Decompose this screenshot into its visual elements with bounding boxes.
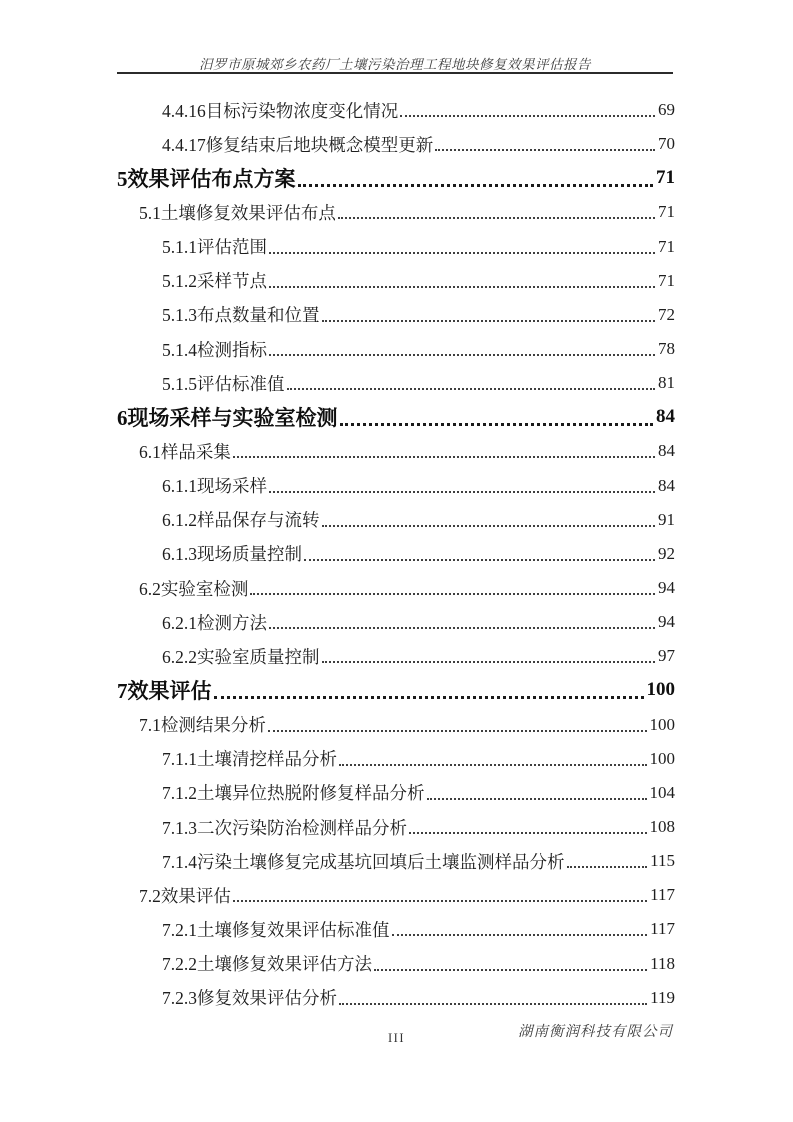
toc-entry-label: 6现场采样与实验室检测 [117,406,338,431]
toc-entry-page-number: 84 [656,406,675,428]
toc-entry [117,332,675,366]
toc-entry-page-number: 97 [658,646,675,666]
toc-entry-label: 7.2.3修复效果评估分析 [162,988,337,1009]
toc-entry [117,776,675,810]
toc-entry-page-number: 71 [656,167,675,189]
dot-leader [233,900,647,902]
toc-entry [117,230,675,264]
toc-entry-label: 5.1.1评估范围 [162,237,267,258]
toc-entry-label: 4.4.16目标污染物浓度变化情况 [162,100,399,121]
toc-entry [117,434,675,468]
dot-leader [268,730,647,732]
dot-leader [340,423,654,426]
toc-entry-label: 6.1.1现场采样 [162,476,267,497]
toc-entry [117,571,675,605]
toc-entry-label: 7.2.2土壤修复效果评估方法 [162,954,372,975]
toc-entry [117,810,675,844]
dot-leader [435,149,655,151]
toc-entry [117,503,675,537]
toc-entry-label: 6.1.2样品保存与流转 [162,510,320,531]
toc-entry-label: 5.1土壤修复效果评估布点 [139,202,336,223]
footer-page-number: III [388,1031,405,1045]
toc-entry-page-number: 69 [658,100,675,120]
toc-entry [117,537,675,571]
toc-entry-page-number: 94 [658,612,675,632]
toc-entry-page-number: 117 [650,919,675,939]
dot-leader [339,1003,647,1005]
toc-entry-page-number: 119 [650,987,675,1007]
toc-entry-page-number: 84 [658,441,675,461]
dot-leader [409,832,647,834]
dot-leader [374,969,647,971]
dot-leader [214,696,644,699]
toc-entry [117,639,675,673]
toc-entry-page-number: 71 [658,270,675,290]
toc-entry-page-number: 100 [649,714,675,734]
dot-leader [322,525,656,527]
toc-entry-page-number: 92 [658,543,675,563]
header-rule [117,72,673,74]
toc-entry-label: 7.2.1土壤修复效果评估标准值 [162,919,390,940]
toc-entry-page-number: 71 [658,202,675,222]
toc-entry [117,93,675,127]
toc-entry-page-number: 72 [658,304,675,324]
toc-entry [117,844,675,878]
dot-leader [250,593,655,595]
toc-entry [117,673,675,707]
dot-leader [338,217,655,219]
toc-entry-label: 7.1.4污染土壤修复完成基坑回填后土壤监测样品分析 [162,851,565,872]
toc-entry [117,127,675,161]
toc-entry-label: 5.1.4检测指标 [162,339,267,360]
toc-entry-page-number: 104 [649,782,675,802]
dot-leader [269,354,655,356]
toc-entry-label: 6.2.2实验室质量控制 [162,646,320,667]
dot-leader [339,764,647,766]
dot-leader [304,559,655,561]
toc-entry-label: 5.1.3布点数量和位置 [162,305,320,326]
toc-entry-page-number: 70 [658,134,675,154]
dot-leader [287,388,656,390]
dot-leader [269,627,655,629]
toc-entry-label: 5.1.5评估标准值 [162,373,285,394]
toc-entry-label: 7.1检测结果分析 [139,715,266,736]
toc-entry [117,195,675,229]
dot-leader [298,184,654,187]
dot-leader [400,115,655,117]
dot-leader [233,456,655,458]
toc-entry [117,469,675,503]
toc-entry [117,366,675,400]
toc-entry-page-number: 100 [646,679,675,701]
toc-entry-page-number: 117 [650,885,675,905]
toc-entry-label: 4.4.17修复结束后地块概念模型更新 [162,134,434,155]
toc-entry [117,264,675,298]
toc-entry-page-number: 81 [658,373,675,393]
toc-entry-page-number: 94 [658,578,675,598]
toc-entry [117,161,675,195]
toc-entry-page-number: 71 [658,236,675,256]
toc-entry-page-number: 84 [658,475,675,495]
toc-entry [117,947,675,981]
dot-leader [269,286,655,288]
toc-entry [117,981,675,1015]
toc-entry-page-number: 118 [650,953,675,973]
dot-leader [567,866,648,868]
table-of-contents [117,93,675,1015]
toc-entry-label: 5.1.2采样节点 [162,271,267,292]
toc-entry [117,878,675,912]
dot-leader [269,491,655,493]
toc-entry-label: 7.1.1土壤清挖样品分析 [162,749,337,770]
toc-entry-page-number: 115 [650,851,675,871]
toc-entry [117,605,675,639]
dot-leader [427,798,647,800]
toc-entry-label: 6.1样品采集 [139,441,231,462]
footer-company-name: 湖南衡润科技有限公司 [518,1024,673,1040]
page-header-title: 汨罗市原城郊乡农药厂土壤污染治理工程地块修复效果评估报告 [199,57,591,72]
dot-leader [269,252,655,254]
toc-entry-label: 7.2效果评估 [139,885,231,906]
toc-entry [117,742,675,776]
toc-entry-page-number: 78 [658,339,675,359]
toc-entry-label: 6.2.1检测方法 [162,612,267,633]
toc-entry-label: 7.1.3二次污染防治检测样品分析 [162,817,407,838]
toc-entry-label: 6.1.3现场质量控制 [162,544,302,565]
toc-entry-page-number: 100 [649,748,675,768]
toc-entry-label: 5效果评估布点方案 [117,167,296,192]
dot-leader [392,934,648,936]
toc-entry-page-number: 108 [649,817,675,837]
toc-entry [117,708,675,742]
toc-entry-label: 7效果评估 [117,679,212,704]
toc-entry-label: 6.2实验室检测 [139,578,249,599]
dot-leader [322,320,656,322]
toc-entry [117,912,675,946]
toc-entry [117,400,675,434]
toc-entry-page-number: 91 [658,509,675,529]
toc-entry [117,298,675,332]
toc-entry-label: 7.1.2土壤异位热脱附修复样品分析 [162,783,425,804]
dot-leader [322,661,656,663]
